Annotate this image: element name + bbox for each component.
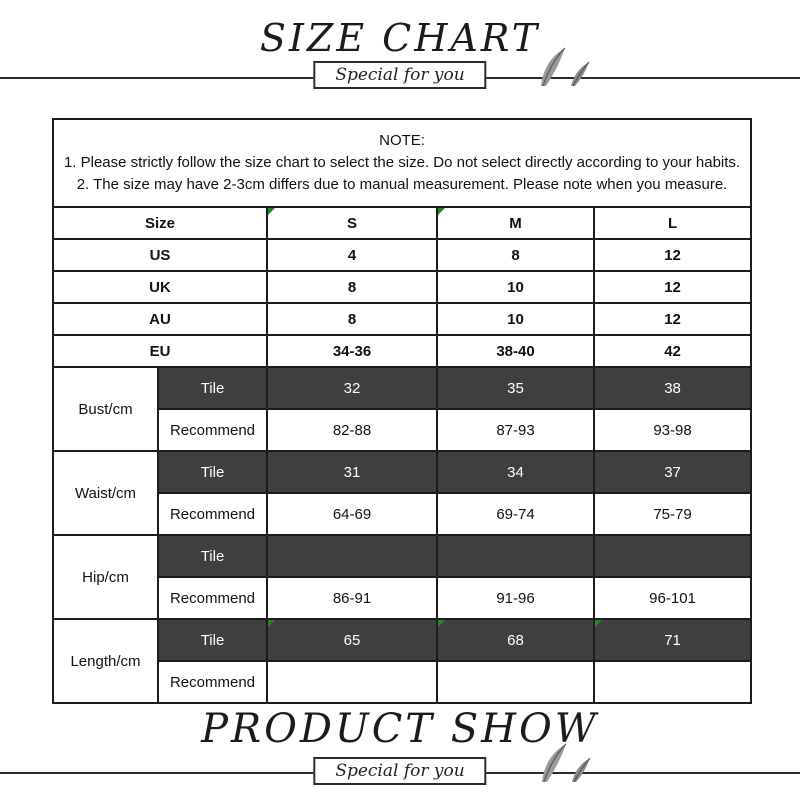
us-m-value: 8 [437, 239, 594, 271]
us-s-value: 4 [267, 239, 437, 271]
size-header-label: Size [53, 207, 267, 239]
table-row-hip-tile [53, 535, 751, 577]
au-l-value: 12 [594, 303, 751, 335]
table-row-us [53, 239, 751, 271]
size-chart-table [52, 118, 752, 704]
length-tile-m [437, 619, 594, 661]
hip-recommend-s: 86-91 [267, 577, 437, 619]
uk-s-value: 8 [267, 271, 437, 303]
table-row-waist-tile [53, 451, 751, 493]
eu-s-value: 34-36 [267, 335, 437, 367]
table-row-uk [53, 271, 751, 303]
feather-icon [528, 742, 600, 782]
bust-tile-s: 32 [267, 367, 437, 409]
table-row-waist-recommend [53, 493, 751, 535]
waist-recommend-label: Recommend [158, 493, 267, 535]
au-s-value: 8 [267, 303, 437, 335]
length-tile-l [594, 619, 751, 661]
cell-marker-icon [595, 620, 602, 627]
hip-tile-m [437, 535, 594, 577]
length-recommend-label: Recommend [158, 661, 267, 703]
waist-tile-s: 31 [267, 451, 437, 493]
waist-tile-label: Tile [158, 451, 267, 493]
size-col-m [437, 207, 594, 239]
cell-marker-icon [268, 620, 275, 627]
table-row-length-tile [53, 619, 751, 661]
row-label-bust: Bust/cm [53, 367, 158, 451]
size-s-label: S [346, 214, 357, 232]
length-recommend-m [437, 661, 594, 703]
bust-tile-label: Tile [158, 367, 267, 409]
size-l-label: L [667, 214, 678, 232]
size-col-s [267, 207, 437, 239]
cell-marker-icon [438, 620, 445, 627]
page-title: SIZE CHART [259, 16, 541, 60]
length-tile-s-value: 65 [343, 631, 361, 649]
footer-title: PRODUCT SHOW [201, 706, 599, 752]
table-row-bust-recommend [53, 409, 751, 451]
length-tile-m-value: 68 [507, 631, 524, 649]
eu-l-value: 42 [594, 335, 751, 367]
eu-m-value: 38-40 [437, 335, 594, 367]
waist-recommend-m: 69-74 [437, 493, 594, 535]
feather-icon [527, 46, 599, 86]
length-recommend-s [267, 661, 437, 703]
us-l-value: 12 [594, 239, 751, 271]
row-label-eu: EU [53, 335, 267, 367]
bust-recommend-label: Recommend [158, 409, 267, 451]
au-m-value: 10 [437, 303, 594, 335]
waist-tile-m: 34 [437, 451, 594, 493]
header-subtitle-badge: Special for you [313, 61, 486, 89]
uk-l-value: 12 [594, 271, 751, 303]
bust-tile-m: 35 [437, 367, 594, 409]
bust-recommend-l: 93-98 [594, 409, 751, 451]
bust-recommend-m: 87-93 [437, 409, 594, 451]
hip-tile-label: Tile [158, 535, 267, 577]
length-tile-s [267, 619, 437, 661]
row-label-uk: UK [53, 271, 267, 303]
length-recommend-l [594, 661, 751, 703]
note-heading: NOTE: [379, 132, 425, 150]
waist-recommend-l: 75-79 [594, 493, 751, 535]
note-line-1: 1. Please strictly follow the size chart to select the size. Do not select directly according to your habits. [63, 154, 741, 172]
table-row-hip-recommend [53, 577, 751, 619]
size-col-l [594, 207, 751, 239]
cell-marker-icon [438, 208, 445, 215]
table-row-au [53, 303, 751, 335]
waist-recommend-s: 64-69 [267, 493, 437, 535]
note-cell [53, 119, 751, 207]
row-label-length: Length/cm [53, 619, 158, 703]
table-row-bust-tile [53, 367, 751, 409]
hip-tile-s [267, 535, 437, 577]
size-m-label: M [509, 214, 522, 232]
note-line-2: 2. The size may have 2-3cm differs due to manual measurement. Please note when you measure. [76, 175, 728, 193]
row-label-au: AU [53, 303, 267, 335]
waist-tile-l: 37 [594, 451, 751, 493]
length-tile-l-value: 71 [664, 631, 681, 649]
uk-m-value: 10 [437, 271, 594, 303]
hip-recommend-label: Recommend [158, 577, 267, 619]
row-label-us: US [53, 239, 267, 271]
row-label-waist: Waist/cm [53, 451, 158, 535]
table-row-eu [53, 335, 751, 367]
length-tile-label: Tile [158, 619, 267, 661]
bust-tile-l: 38 [594, 367, 751, 409]
bust-recommend-s: 82-88 [267, 409, 437, 451]
hip-recommend-l: 96-101 [594, 577, 751, 619]
cell-marker-icon [268, 208, 275, 215]
hip-tile-l [594, 535, 751, 577]
hip-recommend-m: 91-96 [437, 577, 594, 619]
table-row-length-recommend [53, 661, 751, 703]
row-label-hip: Hip/cm [53, 535, 158, 619]
footer-subtitle-badge: Special for you [313, 757, 486, 785]
